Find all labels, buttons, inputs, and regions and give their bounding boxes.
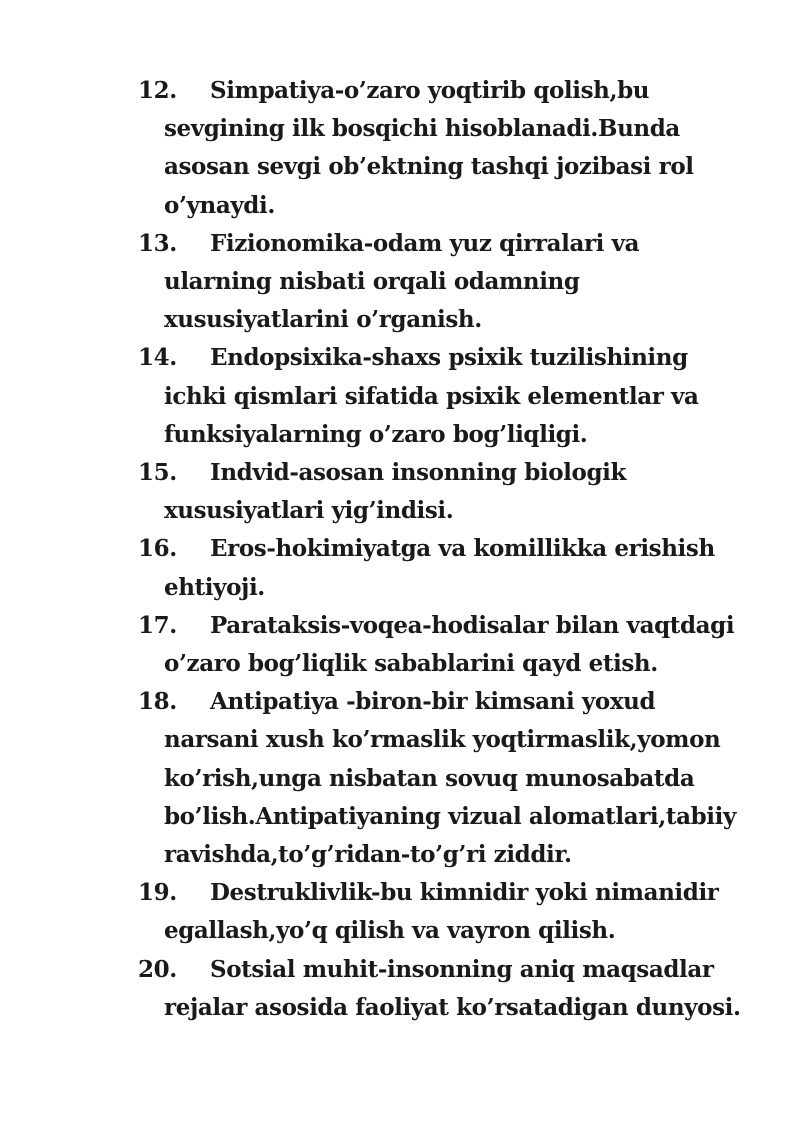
item-text-line: asosan sevgi ob’ektning tashqi jozibasi rol <box>164 153 694 181</box>
item-text-line: Fizionomika-odam yuz qirralari va <box>210 229 640 257</box>
item-text-line: egallash,yo’q qilish va vayron qilish. <box>164 917 616 945</box>
item-text-line: Destruklivlik-bu kimnidir yoki nimanidir <box>210 879 719 907</box>
item-text-line: narsani xush ko’rmaslik yoqtirmaslik,yomon <box>164 726 721 754</box>
item-text-line: Indvid-asosan insonning biologik <box>210 459 627 487</box>
list-item <box>138 454 748 530</box>
item-text-line: xususiyatlarini o’rganish. <box>164 306 482 334</box>
item-text-line: Antipatiya -biron-bir kimsani yoxud <box>210 688 656 716</box>
item-text-line: bo’lish.Antipatiyaning vizual alomatlari,tabiiy <box>164 802 736 830</box>
item-text-line: Endopsixika-shaxs psixik tuzilishining <box>210 344 688 372</box>
item-number: 19. <box>138 879 177 907</box>
item-text-line: ichki qismlari sifatida psixik elementlar va <box>164 382 699 410</box>
list-item <box>138 530 748 606</box>
definitions-list <box>138 72 748 1027</box>
item-text-line: sevgining ilk bosqichi hisoblanadi.Bunda <box>164 115 680 143</box>
item-number: 13. <box>138 229 177 257</box>
list-item <box>138 607 748 683</box>
item-number: 14. <box>138 344 177 372</box>
item-text-line: xususiyatlari yig’indisi. <box>164 497 454 525</box>
item-number: 12. <box>138 77 177 104</box>
item-text-line: ularning nisbati orqali odamning <box>164 268 580 296</box>
item-text-line: o’zaro bog’liqlik sabablarini qayd etish. <box>164 650 658 678</box>
list-item <box>138 683 748 874</box>
item-text-line: ravishda,to’g’ridan-to’g’ri ziddir. <box>164 841 572 869</box>
item-text-line: Parataksis-voqea-hodisalar bilan vaqtdagi <box>210 611 735 639</box>
item-text-line: ehtiyoji. <box>164 573 265 601</box>
item-number: 15. <box>138 459 177 487</box>
item-number: 20. <box>138 955 177 983</box>
item-text-line: o’ynaydi. <box>164 191 275 219</box>
list-item <box>138 339 748 454</box>
item-number: 16. <box>138 535 177 563</box>
item-text-line: Eros-hokimiyatga va komillikka erishish <box>210 535 715 563</box>
list-item <box>138 951 748 1027</box>
list-item <box>138 72 748 225</box>
item-number: 18. <box>138 688 177 716</box>
item-number: 17. <box>138 611 177 639</box>
item-text-line: ko’rish,unga nisbatan sovuq munosabatda <box>164 764 695 792</box>
list-item <box>138 225 748 340</box>
item-text-line: Sotsial muhit-insonning aniq maqsadlar <box>210 955 714 983</box>
item-text-line: Simpatiya-o’zaro yoqtirib qolish,bu <box>210 77 650 104</box>
list-item <box>138 874 748 950</box>
item-text-line: funksiyalarning o’zaro bog’liqligi. <box>164 420 588 448</box>
item-text-line: rejalar asosida faoliyat ko’rsatadigan dunyosi. <box>164 993 741 1021</box>
